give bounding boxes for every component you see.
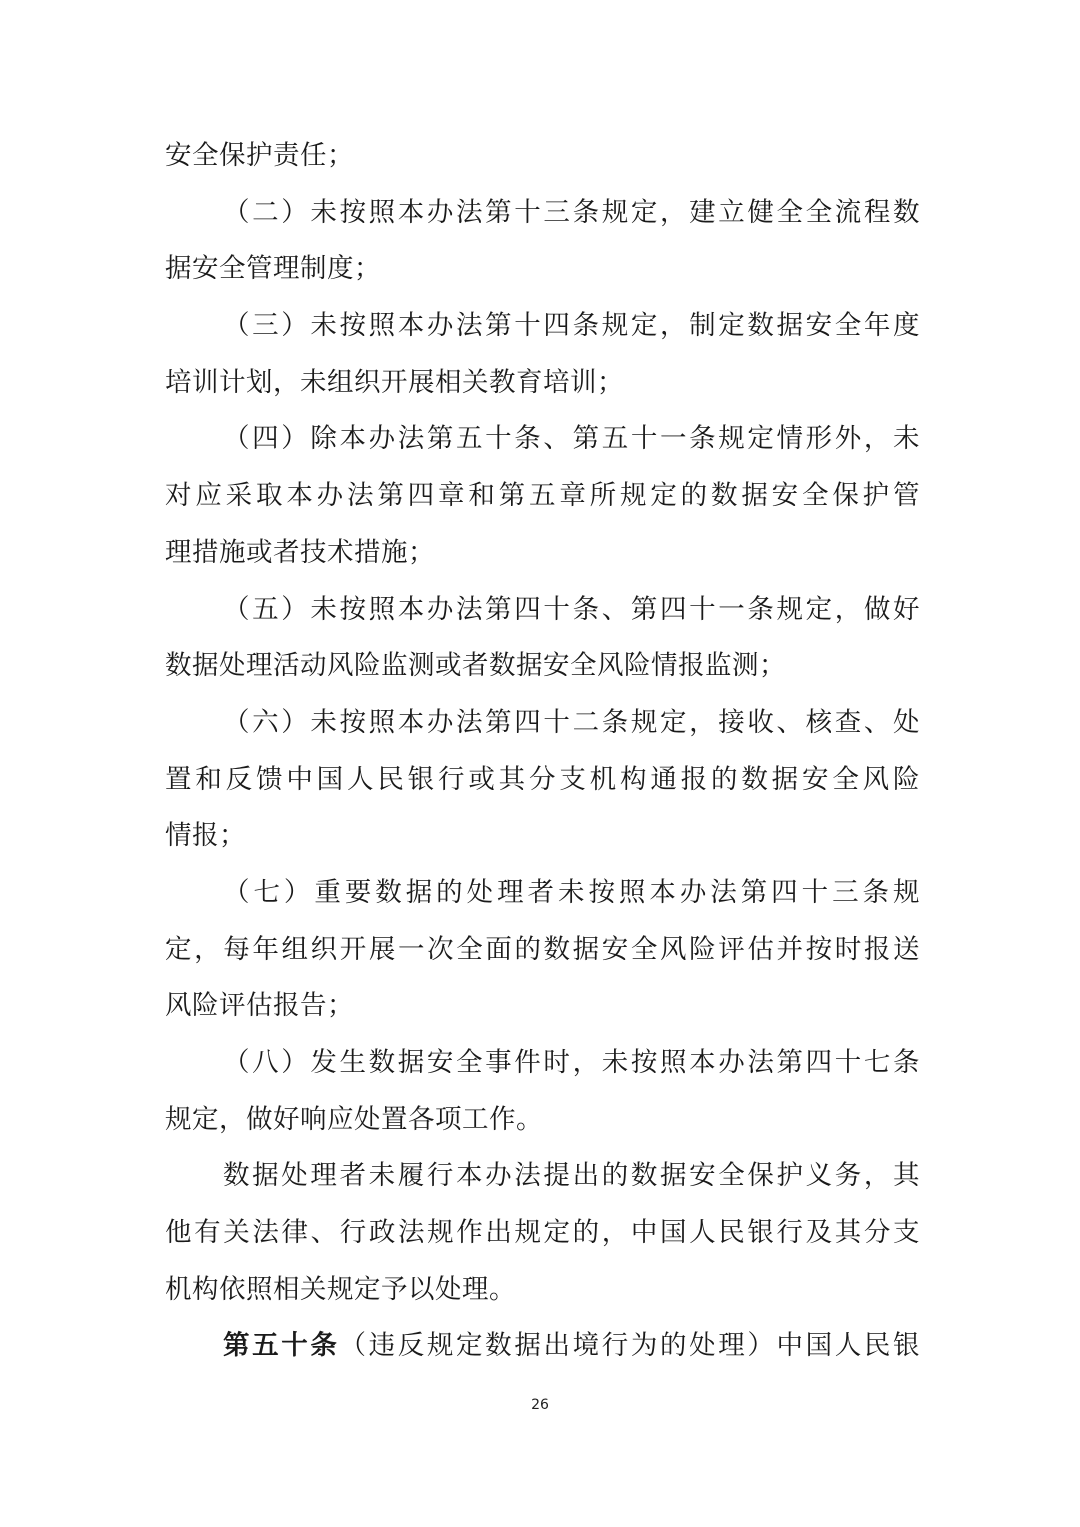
- text-line: 他有关法律、行政法规作出规定的，中国人民银行及其分支: [165, 1217, 920, 1249]
- text-line: 定，每年组织开展一次全面的数据安全风险评估并按时报送: [165, 933, 920, 965]
- text-line: 安全保护责任；: [165, 140, 354, 171]
- text-line: 风险评估报告；: [165, 990, 354, 1022]
- page-number: 26: [531, 1397, 549, 1413]
- text-line: 置和反馈中国人民银行或其分支机构通报的数据安全风险: [165, 763, 920, 795]
- text-line: 情报；: [165, 820, 246, 852]
- text-line: 据安全管理制度；: [165, 253, 381, 285]
- article-50-text: （违反规定数据出境行为的处理）中国人民银: [339, 1330, 921, 1362]
- text-line: 机构依照相关规定予以处理。: [165, 1273, 516, 1305]
- text-line: 理措施或者技术措施；: [165, 536, 435, 568]
- text-line: （六）未按照本办法第四十二条规定，接收、核查、处: [223, 706, 920, 738]
- text-line: （三）未按照本办法第十四条规定，制定数据安全年度: [223, 310, 920, 342]
- article-50-line: [165, 1318, 920, 1375]
- text-line: 规定，做好响应处置各项工作。: [165, 1103, 543, 1135]
- text-line: 对应采取本办法第四章和第五章所规定的数据安全保护管: [165, 480, 920, 512]
- text-line: 数据处理活动风险监测或者数据安全风险情报监测；: [165, 650, 786, 682]
- body-text: [165, 128, 920, 1375]
- text-line: （八）发生数据安全事件时，未按照本办法第四十七条: [223, 1047, 920, 1078]
- text-line: 培训计划，未组织开展相关教育培训；: [165, 366, 624, 398]
- text-line: （二）未按照本办法第十三条规定，建立健全全流程数: [223, 196, 920, 228]
- text-line: （五）未按照本办法第四十条、第四十一条规定，做好: [223, 593, 920, 625]
- text-line: 数据处理者未履行本办法提出的数据安全保护义务，其: [223, 1160, 920, 1192]
- article-50-heading: 第五十条: [223, 1330, 340, 1362]
- text-line: （四）除本办法第五十条、第五十一条规定情形外，未: [223, 423, 920, 455]
- text-line: （七）重要数据的处理者未按照本办法第四十三条规: [223, 876, 920, 908]
